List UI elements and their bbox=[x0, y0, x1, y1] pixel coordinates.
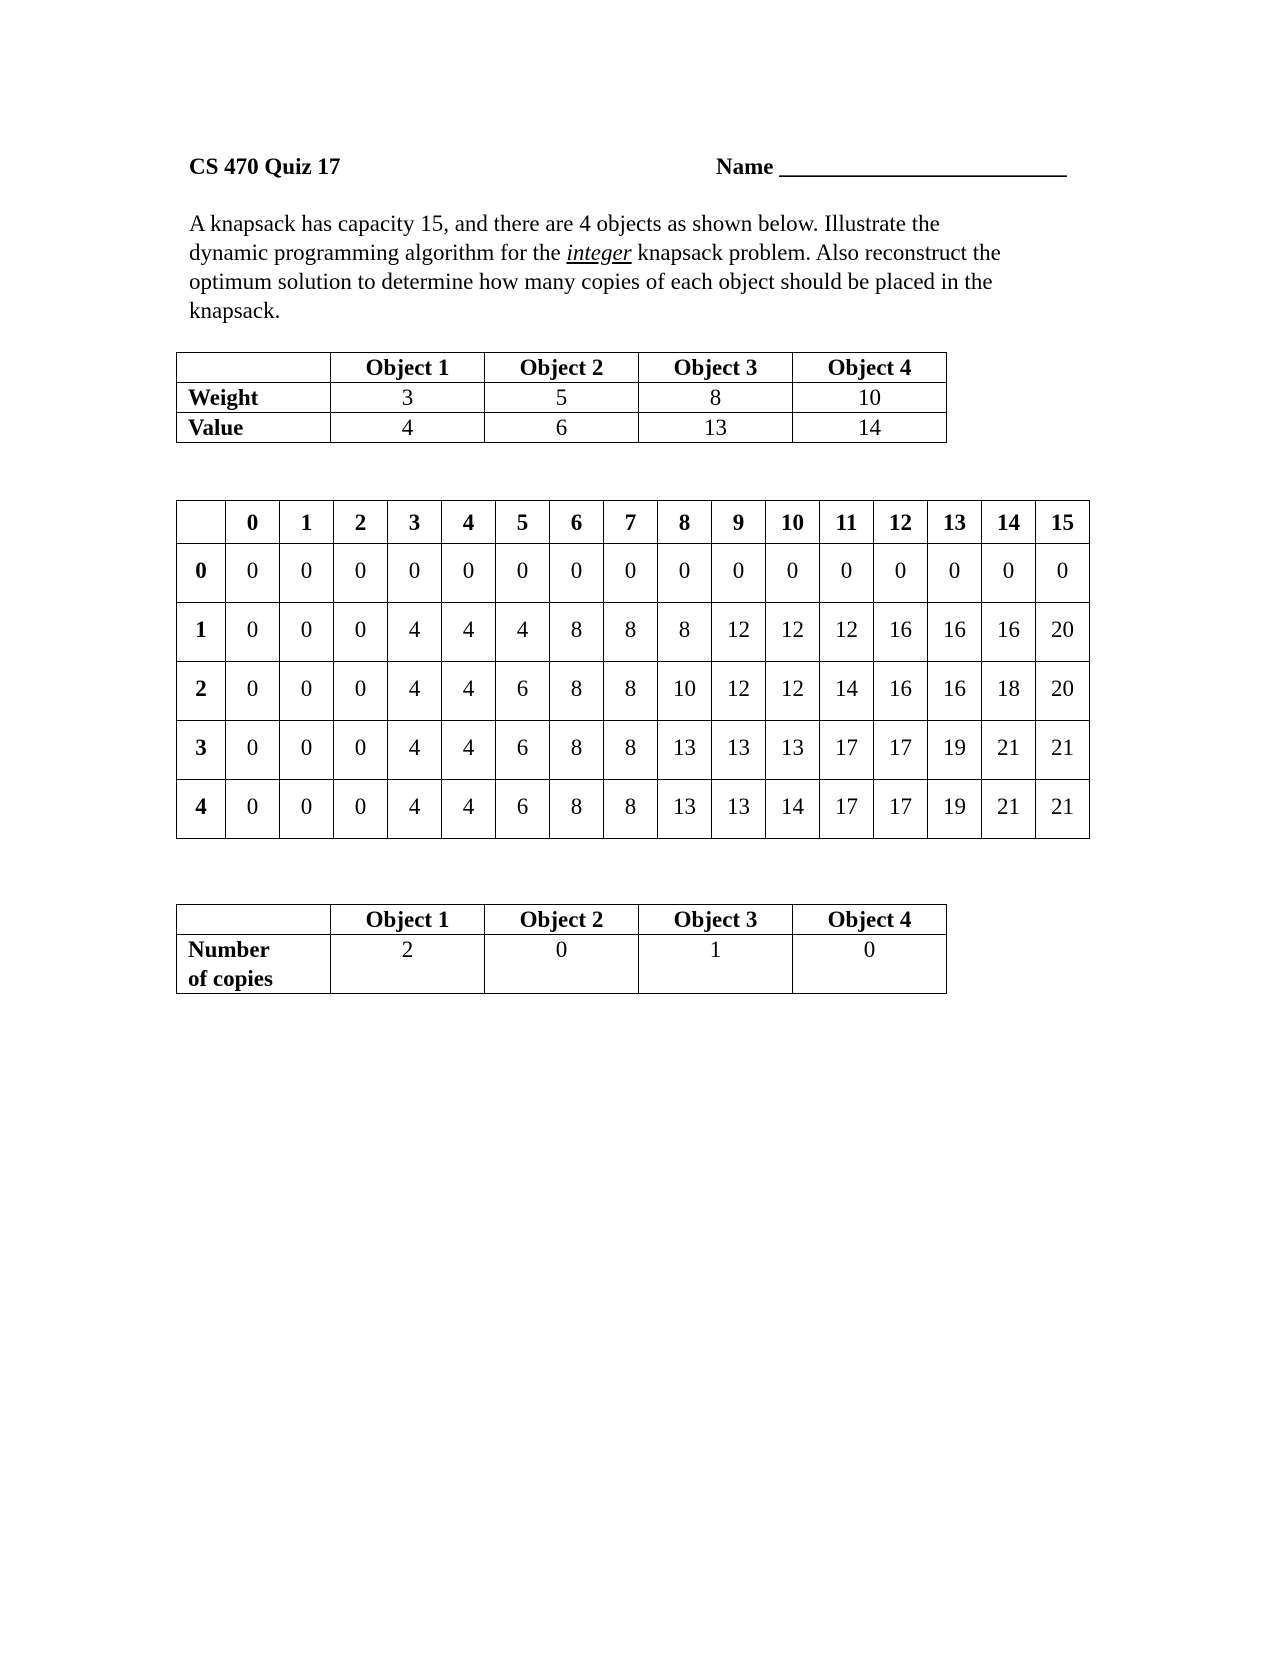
dp-cell: 0 bbox=[226, 780, 280, 839]
dp-cell: 20 bbox=[1036, 662, 1090, 721]
dp-capacity-header: 3 bbox=[388, 501, 442, 544]
dp-cell: 4 bbox=[388, 662, 442, 721]
dp-cell: 14 bbox=[820, 662, 874, 721]
name-field-label: Name _________________________ bbox=[716, 154, 1067, 179]
dp-cell: 21 bbox=[1036, 721, 1090, 780]
object-4-value: 14 bbox=[793, 413, 947, 443]
dp-capacity-header: 2 bbox=[334, 501, 388, 544]
dp-cell: 0 bbox=[334, 721, 388, 780]
dp-cell: 0 bbox=[496, 544, 550, 603]
dp-cell: 8 bbox=[550, 721, 604, 780]
copies-table bbox=[176, 904, 947, 994]
object-3-header: Object 3 bbox=[639, 353, 793, 383]
object-1-copies: 2 bbox=[331, 935, 485, 994]
dp-capacity-header: 11 bbox=[820, 501, 874, 544]
object-1-header: Object 1 bbox=[331, 353, 485, 383]
dp-cell: 0 bbox=[280, 544, 334, 603]
dp-row bbox=[177, 662, 1090, 721]
dp-row bbox=[177, 544, 1090, 603]
dp-cell: 6 bbox=[496, 780, 550, 839]
dp-cell: 0 bbox=[1036, 544, 1090, 603]
dp-cell: 4 bbox=[442, 662, 496, 721]
dp-cell: 8 bbox=[658, 603, 712, 662]
dp-cell: 0 bbox=[604, 544, 658, 603]
problem-line-2-post: knapsack problem. Also reconstruct the bbox=[631, 240, 1001, 265]
dp-cell: 21 bbox=[1036, 780, 1090, 839]
copies-label-line-2: of copies bbox=[188, 966, 273, 991]
dp-cell: 12 bbox=[712, 662, 766, 721]
dp-cell: 8 bbox=[604, 721, 658, 780]
copies-object-4-header: Object 4 bbox=[793, 905, 947, 935]
dp-cell: 16 bbox=[874, 662, 928, 721]
dp-cell: 0 bbox=[280, 603, 334, 662]
dp-cell: 0 bbox=[658, 544, 712, 603]
dp-cell: 4 bbox=[388, 603, 442, 662]
object-3-weight: 8 bbox=[639, 383, 793, 413]
dp-row-label: 0 bbox=[177, 544, 226, 603]
dp-cell: 0 bbox=[334, 603, 388, 662]
copies-corner-cell bbox=[177, 905, 331, 935]
dp-cell: 12 bbox=[820, 603, 874, 662]
dp-cell: 4 bbox=[496, 603, 550, 662]
weight-row bbox=[177, 383, 947, 413]
dp-cell: 21 bbox=[982, 721, 1036, 780]
dp-capacity-header: 15 bbox=[1036, 501, 1090, 544]
copies-object-1-header: Object 1 bbox=[331, 905, 485, 935]
dp-cell: 8 bbox=[604, 603, 658, 662]
dp-cell: 21 bbox=[982, 780, 1036, 839]
dp-cell: 12 bbox=[766, 662, 820, 721]
dp-cell: 8 bbox=[550, 662, 604, 721]
dp-capacity-header: 0 bbox=[226, 501, 280, 544]
problem-statement bbox=[189, 209, 1109, 325]
dp-cell: 0 bbox=[766, 544, 820, 603]
dp-cell: 0 bbox=[820, 544, 874, 603]
dp-cell: 0 bbox=[928, 544, 982, 603]
dp-capacity-header: 4 bbox=[442, 501, 496, 544]
value-row bbox=[177, 413, 947, 443]
dp-cell: 0 bbox=[334, 544, 388, 603]
dp-row bbox=[177, 780, 1090, 839]
dp-cell: 13 bbox=[658, 780, 712, 839]
copies-row bbox=[177, 935, 947, 994]
dp-cell: 0 bbox=[982, 544, 1036, 603]
dp-cell: 0 bbox=[442, 544, 496, 603]
dp-cell: 17 bbox=[820, 780, 874, 839]
dp-cell: 20 bbox=[1036, 603, 1090, 662]
object-4-copies: 0 bbox=[793, 935, 947, 994]
objects-corner-cell bbox=[177, 353, 331, 383]
dp-cell: 17 bbox=[820, 721, 874, 780]
quiz-title: CS 470 Quiz 17 bbox=[189, 154, 341, 179]
dp-cell: 10 bbox=[658, 662, 712, 721]
dp-cell: 0 bbox=[226, 544, 280, 603]
dp-cell: 12 bbox=[766, 603, 820, 662]
weight-label: Weight bbox=[177, 383, 331, 413]
object-2-header: Object 2 bbox=[485, 353, 639, 383]
object-3-value: 13 bbox=[639, 413, 793, 443]
object-4-weight: 10 bbox=[793, 383, 947, 413]
dp-cell: 13 bbox=[712, 721, 766, 780]
object-2-weight: 5 bbox=[485, 383, 639, 413]
dp-capacity-header: 8 bbox=[658, 501, 712, 544]
dp-cell: 8 bbox=[604, 780, 658, 839]
dp-row-label: 4 bbox=[177, 780, 226, 839]
dp-capacity-header: 13 bbox=[928, 501, 982, 544]
problem-line-2 bbox=[189, 238, 1109, 267]
dp-cell: 13 bbox=[658, 721, 712, 780]
problem-line-1: A knapsack has capacity 15, and there are 4 objects as shown below. Illustrate the bbox=[189, 211, 940, 236]
dp-header-row bbox=[177, 501, 1090, 544]
dp-cell: 0 bbox=[280, 662, 334, 721]
copies-object-3-header: Object 3 bbox=[639, 905, 793, 935]
dp-capacity-header: 7 bbox=[604, 501, 658, 544]
dp-capacity-header: 6 bbox=[550, 501, 604, 544]
object-2-value: 6 bbox=[485, 413, 639, 443]
dp-cell: 8 bbox=[550, 780, 604, 839]
dp-cell: 19 bbox=[928, 721, 982, 780]
dp-cell: 4 bbox=[388, 780, 442, 839]
objects-table bbox=[176, 352, 947, 443]
dp-cell: 4 bbox=[442, 721, 496, 780]
dp-cell: 0 bbox=[550, 544, 604, 603]
dp-capacity-header: 1 bbox=[280, 501, 334, 544]
dp-cell: 17 bbox=[874, 780, 928, 839]
dp-cell: 0 bbox=[226, 603, 280, 662]
dp-cell: 13 bbox=[766, 721, 820, 780]
dp-cell: 16 bbox=[874, 603, 928, 662]
object-3-copies: 1 bbox=[639, 935, 793, 994]
dp-capacity-header: 10 bbox=[766, 501, 820, 544]
dp-cell: 12 bbox=[712, 603, 766, 662]
integer-emphasis: integer bbox=[566, 240, 632, 265]
value-label: Value bbox=[177, 413, 331, 443]
dp-row-label: 3 bbox=[177, 721, 226, 780]
object-1-weight: 3 bbox=[331, 383, 485, 413]
copies-header-row bbox=[177, 905, 947, 935]
dp-cell: 4 bbox=[442, 603, 496, 662]
problem-line-4: knapsack. bbox=[189, 298, 281, 323]
object-2-copies: 0 bbox=[485, 935, 639, 994]
copies-label-line-1: Number bbox=[188, 937, 270, 962]
dp-cell: 0 bbox=[334, 662, 388, 721]
dp-cell: 19 bbox=[928, 780, 982, 839]
dp-cell: 0 bbox=[226, 662, 280, 721]
dp-cell: 13 bbox=[712, 780, 766, 839]
dp-cell: 0 bbox=[226, 721, 280, 780]
dp-cell: 8 bbox=[550, 603, 604, 662]
dp-capacity-header: 12 bbox=[874, 501, 928, 544]
dp-cell: 18 bbox=[982, 662, 1036, 721]
dp-cell: 0 bbox=[388, 544, 442, 603]
dp-cell: 16 bbox=[928, 603, 982, 662]
dp-row-label: 2 bbox=[177, 662, 226, 721]
problem-line-2-pre: dynamic programming algorithm for the bbox=[189, 240, 567, 265]
dp-cell: 14 bbox=[766, 780, 820, 839]
dp-row-label: 1 bbox=[177, 603, 226, 662]
dp-cell: 4 bbox=[388, 721, 442, 780]
dp-cell: 0 bbox=[712, 544, 766, 603]
dp-capacity-header: 9 bbox=[712, 501, 766, 544]
dp-cell: 8 bbox=[604, 662, 658, 721]
copies-label bbox=[177, 935, 331, 994]
dp-cell: 4 bbox=[442, 780, 496, 839]
object-1-value: 4 bbox=[331, 413, 485, 443]
dp-cell: 0 bbox=[334, 780, 388, 839]
dp-table bbox=[176, 500, 1090, 839]
dp-capacity-header: 14 bbox=[982, 501, 1036, 544]
dp-cell: 0 bbox=[280, 721, 334, 780]
dp-row bbox=[177, 721, 1090, 780]
dp-cell: 16 bbox=[928, 662, 982, 721]
objects-header-row bbox=[177, 353, 947, 383]
dp-corner-cell bbox=[177, 501, 226, 544]
object-4-header: Object 4 bbox=[793, 353, 947, 383]
dp-cell: 17 bbox=[874, 721, 928, 780]
copies-object-2-header: Object 2 bbox=[485, 905, 639, 935]
dp-cell: 6 bbox=[496, 721, 550, 780]
dp-cell: 0 bbox=[874, 544, 928, 603]
dp-row bbox=[177, 603, 1090, 662]
dp-capacity-header: 5 bbox=[496, 501, 550, 544]
dp-cell: 0 bbox=[280, 780, 334, 839]
dp-cell: 6 bbox=[496, 662, 550, 721]
dp-cell: 16 bbox=[982, 603, 1036, 662]
problem-line-3: optimum solution to determine how many copies of each object should be placed in the bbox=[189, 269, 993, 294]
